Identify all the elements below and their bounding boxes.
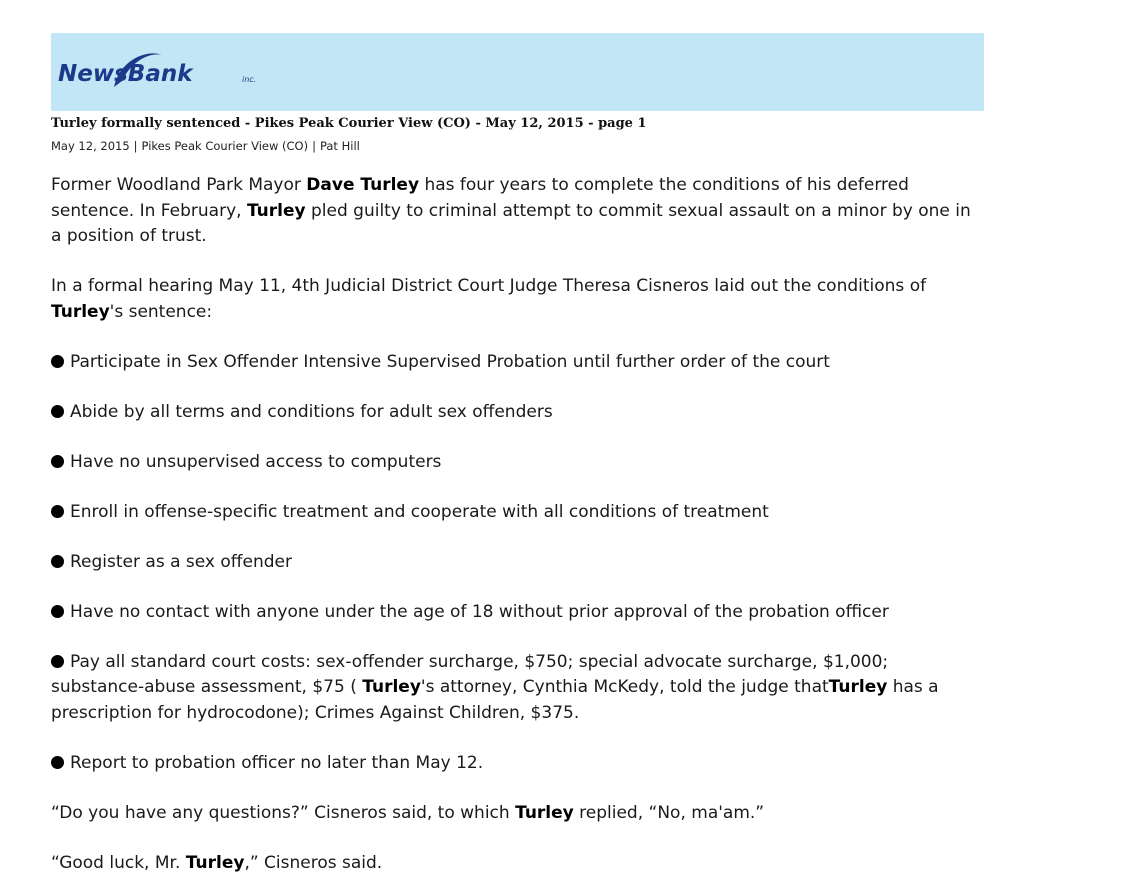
- bullet-icon: [51, 655, 64, 668]
- bullet-icon: [51, 355, 64, 368]
- condition-text: Have no unsupervised access to computers: [70, 451, 442, 472]
- condition-text: Abide by all terms and conditions for adult sex offenders: [70, 401, 553, 422]
- paragraph-text: has four years to complete the conditions of his deferred sentence. In February,: [51, 175, 909, 221]
- svg-text:inc.: inc.: [242, 75, 257, 84]
- paragraph-intro: [51, 173, 986, 250]
- paragraph-text: In a formal hearing May 11, 4th Judicial District Court Judge Theresa Cisneros laid out the conditions of: [51, 276, 927, 296]
- paragraph-text: 's sentence:: [109, 301, 213, 322]
- condition-text: Participate in Sex Offender Intensive Supervised Probation until further order of the court: [70, 351, 830, 372]
- condition-text: Have no contact with anyone under the age of 18 without prior approval of the probation officer: [70, 601, 889, 622]
- article-meta: [51, 139, 360, 153]
- highlighted-name: Turley: [51, 301, 110, 322]
- paragraph-hearing: [51, 274, 986, 325]
- condition-text: Pay all standard court costs: sex-offender surcharge, $750; special advocate surcharge, $1,000; substance-abuse assessment, $75 (: [51, 651, 889, 697]
- article-headline: Turley formally sentenced - Pikes Peak Courier View (CO) - May 12, 2015 - page 1: [51, 116, 647, 131]
- bullet-icon: [51, 555, 64, 568]
- paragraph-text: “Good luck, Mr.: [51, 852, 186, 873]
- bullet-icon: [51, 455, 64, 468]
- highlighted-name: Dave Turley: [306, 175, 420, 195]
- svg-text:NewsBank: NewsBank: [58, 61, 193, 87]
- paragraph-text: ,” Cisneros said.: [244, 852, 383, 873]
- condition-item: [51, 350, 986, 376]
- condition-text: Enroll in offense-specific treatment and cooperate with all conditions of treatment: [70, 501, 769, 522]
- condition-item: [51, 400, 986, 426]
- paragraph-text: replied, “No, ma'am.”: [573, 802, 765, 823]
- condition-item: [51, 450, 986, 476]
- condition-item: [51, 751, 986, 777]
- condition-item: [51, 550, 986, 576]
- paragraph-text: “Do you have any questions?” Cisneros said, to which: [51, 802, 516, 823]
- bullet-icon: [51, 756, 64, 769]
- condition-item: [51, 500, 986, 526]
- bullet-icon: [51, 505, 64, 518]
- highlighted-name: Turley: [185, 852, 245, 873]
- highlighted-name: Turley: [362, 677, 421, 697]
- article-source: Pikes Peak Courier View (CO): [141, 139, 309, 153]
- condition-text: Report to probation officer no later than May 12.: [70, 752, 484, 773]
- highlighted-name: Turley: [515, 802, 574, 823]
- article-body: [51, 173, 986, 880]
- condition-text: has a prescription for hydrocodone); Crimes Against Children, $375.: [51, 677, 939, 723]
- paragraph-quote-questions: [51, 801, 986, 827]
- condition-text: Register as a sex offender: [70, 551, 292, 572]
- meta-separator: |: [312, 139, 316, 153]
- paragraph-quote-goodluck: [51, 851, 986, 877]
- bullet-icon: [51, 605, 64, 618]
- article-author: Pat Hill: [319, 139, 360, 153]
- meta-separator: |: [133, 139, 138, 153]
- paragraph-text: pled guilty to criminal attempt to commit sexual assault on a minor by one in a position of trust.: [51, 200, 971, 246]
- bullet-icon: [51, 405, 64, 418]
- highlighted-name: Turley: [828, 677, 888, 697]
- newsbank-banner: [51, 33, 984, 111]
- paragraph-text: Former Woodland Park Mayor: [51, 175, 307, 195]
- highlighted-name: Turley: [246, 200, 306, 221]
- condition-text: 's attorney, Cynthia McKedy, told the judge that: [420, 677, 829, 697]
- condition-item: [51, 600, 986, 626]
- article-date: May 12, 2015: [51, 139, 130, 153]
- condition-item-costs: [51, 650, 986, 727]
- newsbank-logo: [56, 43, 271, 99]
